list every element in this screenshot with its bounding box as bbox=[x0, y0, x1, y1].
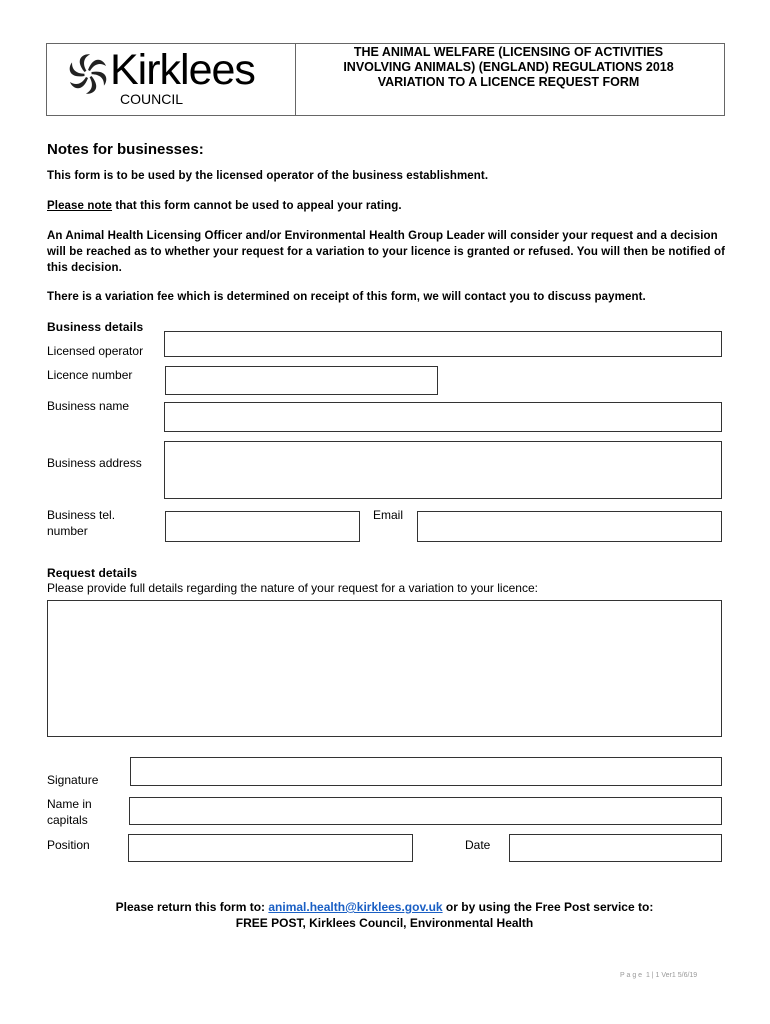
business-address-label: Business address bbox=[47, 456, 142, 470]
title-line: THE ANIMAL WELFARE (LICENSING OF ACTIVITIES bbox=[353, 45, 664, 59]
business-tel-label bbox=[47, 507, 115, 539]
business-name-label: Business name bbox=[47, 399, 130, 413]
please-note: Please note bbox=[47, 200, 113, 212]
request-heading: Request details bbox=[47, 566, 138, 580]
tel-label-line: number bbox=[47, 524, 88, 538]
business-name-field[interactable] bbox=[164, 402, 722, 432]
business-address-field[interactable] bbox=[164, 441, 722, 499]
business-heading: Business details bbox=[47, 320, 144, 334]
tel-label-line: Business tel. bbox=[47, 508, 116, 522]
position-label: Position bbox=[47, 838, 90, 852]
logo-subtext: COUNCIL bbox=[120, 91, 184, 107]
signature-field[interactable] bbox=[130, 757, 722, 786]
kirklees-logo-icon bbox=[66, 52, 110, 96]
form-title bbox=[296, 45, 721, 90]
position-field[interactable] bbox=[128, 834, 413, 862]
name-label bbox=[47, 796, 92, 828]
return-text: Please return this form to: bbox=[115, 900, 269, 914]
notes-p4: There is a variation fee which is determined on receipt of this form, we will contact you to discuss payment. bbox=[47, 291, 646, 303]
date-field[interactable] bbox=[509, 834, 722, 862]
request-instruction: Please provide full details regarding the nature of your request for a variation to your licence: bbox=[47, 581, 538, 595]
title-line: INVOLVING ANIMALS) (ENGLAND) REGULATIONS 2018 bbox=[343, 60, 674, 74]
return-text: or by using the Free Post service to: bbox=[442, 900, 654, 914]
title-line: VARIATION TO A LICENCE REQUEST FORM bbox=[377, 75, 640, 89]
return-line-2: FREE POST, Kirklees Council, Environmental Health bbox=[235, 916, 534, 930]
logo-text: Kirklees bbox=[110, 46, 255, 94]
notes-p1: This form is to be used by the licensed operator of the business establishment. bbox=[47, 170, 489, 182]
notes-p3: An Animal Health Licensing Officer and/or Environmental Health Group Leader will consider your request and a decision will be reached as to whether your request for a variation to your licence is granted or refused. You will then be notified of this decision. bbox=[47, 230, 726, 274]
licensed-operator-field[interactable] bbox=[164, 331, 722, 357]
name-label-line: Name in bbox=[47, 797, 92, 811]
signature-label: Signature bbox=[47, 773, 99, 787]
name-label-line: capitals bbox=[47, 813, 88, 827]
email-field[interactable] bbox=[417, 511, 722, 542]
page-number: P a g e 1 | 1 Ver1 5/6/19 bbox=[620, 972, 698, 979]
business-tel-field[interactable] bbox=[165, 511, 360, 542]
request-details-field[interactable] bbox=[47, 600, 722, 737]
email-label: Email bbox=[373, 508, 404, 522]
date-label: Date bbox=[465, 838, 491, 852]
return-instructions bbox=[47, 899, 722, 931]
licensed-operator-label: Licensed operator bbox=[47, 344, 144, 358]
notes-p2 bbox=[47, 198, 727, 214]
notes-p2-text: that this form cannot be used to appeal your rating. bbox=[112, 200, 402, 212]
notes-heading: Notes for businesses: bbox=[47, 141, 204, 158]
name-capitals-field[interactable] bbox=[129, 797, 722, 825]
licence-number-label: Licence number bbox=[47, 368, 133, 382]
licence-number-field[interactable] bbox=[165, 366, 438, 395]
return-line-1 bbox=[47, 899, 722, 915]
email-link[interactable]: animal.health@kirklees.gov.uk bbox=[268, 900, 443, 914]
